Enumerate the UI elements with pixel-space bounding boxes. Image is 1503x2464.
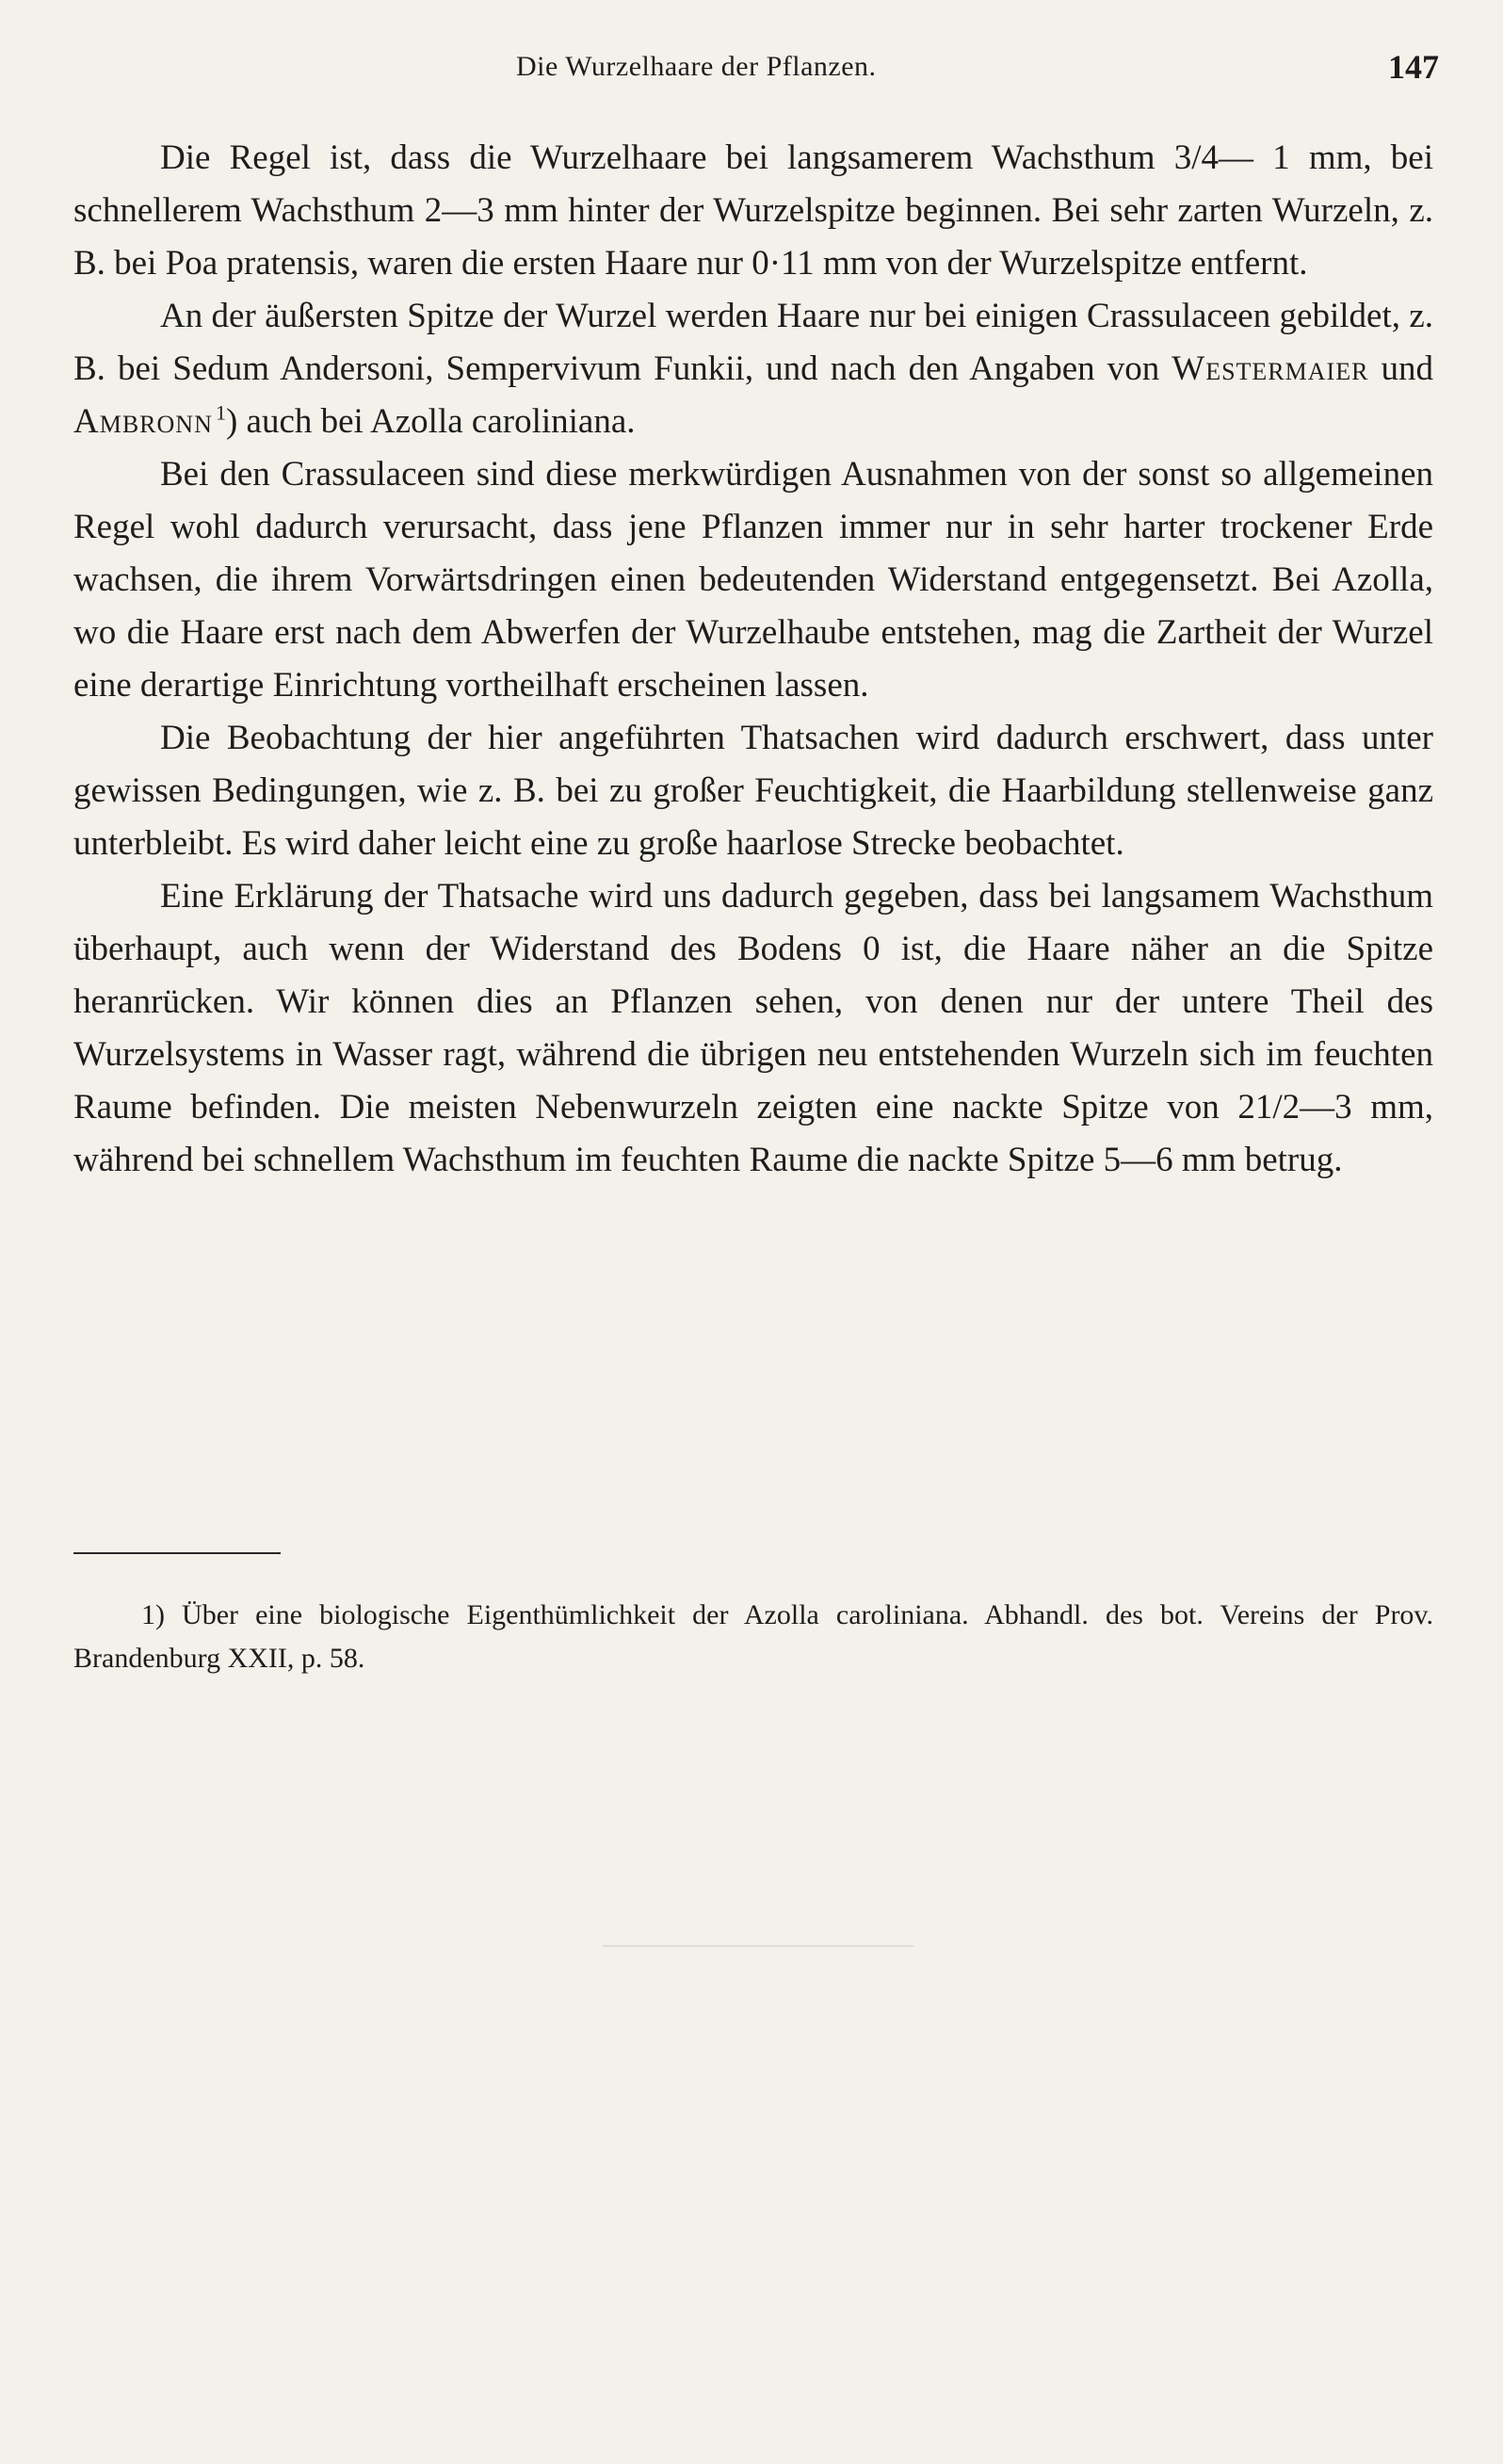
page-header — [73, 47, 1439, 104]
fraction-three-quarters: 3/4 — [1173, 138, 1219, 177]
paragraph-3: Bei den Crassulaceen sind diese merkwürdigen Ausnahmen von der sonst so allgemeinen Regel wohl dadurch verursacht, dass jene Pflanzen immer nur in sehr harter trockener Erde wachsen, die ihrem Vorwärtsdringen einen bedeutenden Widerstand entgegensetzt. Bei Azolla, wo die Haare erst nach dem Abwerfen der Wurzelhaube entstehen, mag die Zartheit der Wurzel eine derartige Einrichtung vortheilhaft erscheinen lassen. — [73, 455, 1433, 705]
paragraph-5-text-b: —3 mm, während bei schnellem Wachsthum im feuchten Raume die nackte Spitze 5—6 mm betrug. — [73, 1088, 1433, 1179]
running-title: Die Wurzelhaare der Pflanzen. — [516, 51, 877, 82]
author-ambronn: Ambronn — [73, 402, 213, 441]
body-text — [73, 132, 1433, 1187]
page-number: 147 — [1388, 48, 1439, 86]
paragraph-1-text-a: Die Regel ist, dass die Wurzelhaare bei langsamerem Wachsthum — [160, 138, 1174, 177]
fraction-one-half: 1/2 — [1254, 1088, 1301, 1127]
paragraph-2-text-a: An der äußersten Spitze der Wurzel werden Haare nur bei einigen Crassulaceen gebildet, z. B. bei Sedum Andersoni, Sempervivum Funkii, und nach den Angaben von — [73, 297, 1433, 388]
footnote-separator — [73, 1552, 281, 1554]
paragraph-4: Die Beobachtung der hier angeführten Thatsachen wird dadurch erschwert, dass unter gewissen Bedingungen, wie z. B. bei zu großer Feuchtigkeit, die Haarbildung stellenweise ganz unterbleibt. Es wird daher leicht eine zu große haarlose Strecke beobachtet. — [73, 719, 1433, 863]
paragraph-2-text-c: ) auch bei Azolla caroliniana. — [225, 402, 636, 441]
paragraph-5-text-a: Eine Erklärung der Thatsache wird uns dadurch gegeben, dass bei langsamem Wachsthum überhaupt, auch wenn der Widerstand des Bodens 0 ist, die Haare näher an die Spitze heranrücken. Wir können dies an Pflanzen sehen, von denen nur der untere Theil des Wurzelsystems in Wasser ragt, während die übrigen neu entstehenden Wurzeln sich im feuchten Raume befinden. Die meisten Nebenwurzeln zeigten eine nackte Spitze von 2 — [73, 877, 1433, 1127]
paragraph-1 — [73, 132, 1433, 290]
paragraph-5 — [73, 870, 1433, 1187]
paragraph-2 — [73, 290, 1433, 448]
footnote-reference: 1 — [215, 400, 226, 425]
bleed-through-rule — [603, 1945, 913, 1947]
paragraph-2-text-b: und — [1368, 349, 1434, 388]
author-westermaier: Westermaier — [1172, 349, 1369, 388]
footnote: 1) Über eine biologische Eigenthümlichkeit der Azolla caroliniana. Abhandl. des bot. Vereins der Prov. Brandenburg XXII, p. 58. — [73, 1599, 1433, 1674]
paragraph-1-text-b: — 1 mm, bei schnellerem Wachsthum 2—3 mm hinter der Wurzelspitze beginnen. Bei sehr zarten Wurzeln, z. B. bei Poa pratensis, waren die ersten Haare nur 0·11 mm von der Wurzelspitze entfernt. — [73, 138, 1433, 283]
